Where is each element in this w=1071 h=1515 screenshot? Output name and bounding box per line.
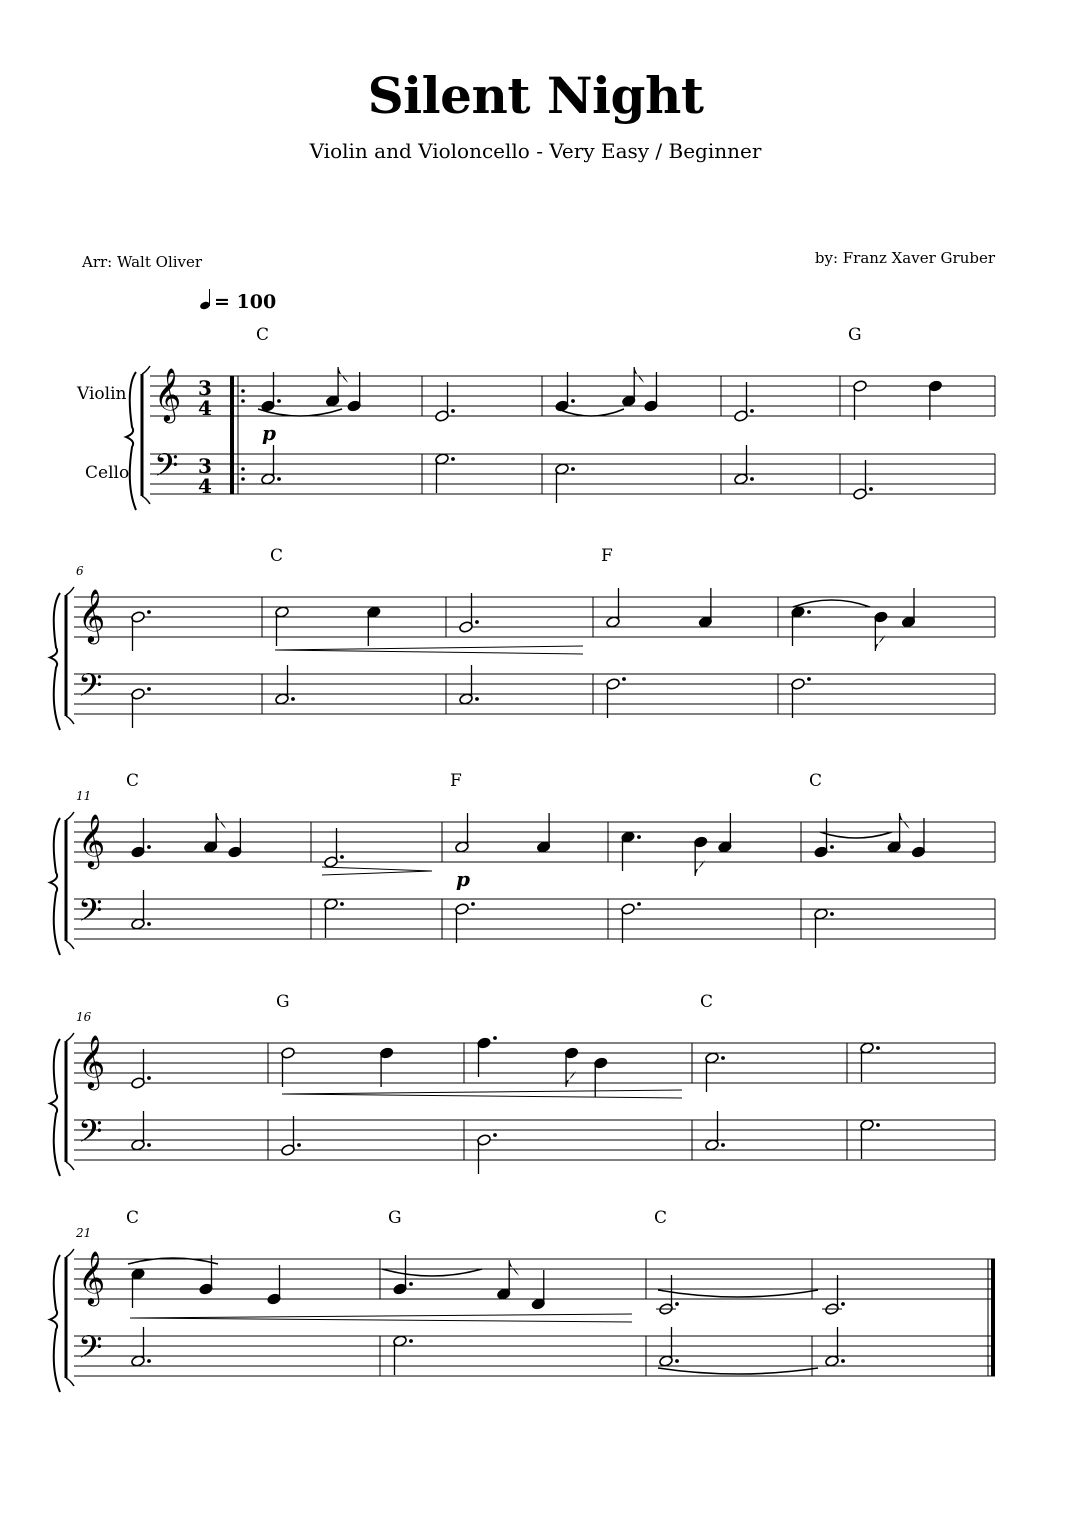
augmentation-dot	[841, 1359, 845, 1363]
bracket-bottom	[66, 716, 74, 724]
arranger-credit: Arr: Walt Oliver	[82, 253, 203, 271]
augmentation-dot	[147, 610, 151, 614]
treble-clef-icon: 𝄞	[78, 588, 106, 642]
repeat-dot	[241, 477, 245, 481]
composer-credit: by: Franz Xaver Gruber	[814, 249, 995, 267]
treble-clef-icon: 𝄞	[78, 1034, 106, 1088]
augmentation-dot	[876, 1123, 880, 1127]
eighth-flag	[338, 367, 348, 383]
time-signature-bottom: 4	[198, 396, 212, 420]
augmentation-dot	[147, 845, 151, 849]
staff-brace	[50, 1255, 60, 1392]
repeat-dot	[241, 399, 245, 403]
augmentation-dot	[475, 620, 479, 624]
augmentation-dot	[622, 677, 626, 681]
dynamic-marking: p	[456, 867, 470, 891]
crescendo-hairpin	[282, 1090, 682, 1094]
bracket-top	[142, 366, 150, 374]
bracket-top	[66, 1033, 74, 1041]
chord-symbol: G	[848, 325, 862, 345]
augmentation-dot	[291, 697, 295, 701]
augmentation-dot	[876, 1046, 880, 1050]
bracket-top	[66, 1249, 74, 1257]
slur	[820, 832, 892, 838]
repeat-dot	[241, 467, 245, 471]
augmentation-dot	[807, 677, 811, 681]
augmentation-dot	[147, 922, 151, 926]
measure-number: 6	[76, 564, 84, 578]
slur	[382, 1269, 482, 1276]
repeat-barline-thick	[230, 376, 234, 494]
measure-number: 11	[76, 789, 92, 803]
score-subtitle: Violin and Violoncello - Very Easy / Beginner	[309, 139, 762, 163]
augmentation-dot	[807, 610, 811, 614]
augmentation-dot	[675, 1359, 679, 1363]
staff-brace	[50, 593, 60, 730]
tempo-value: = 100	[214, 291, 277, 313]
time-signature-bottom: 4	[198, 474, 212, 498]
chord-symbol: C	[256, 325, 270, 345]
bass-clef-icon: 𝄢	[78, 667, 103, 711]
cello-label: Cello	[85, 463, 130, 483]
dynamic-marking: p	[262, 421, 276, 445]
augmentation-dot	[451, 409, 455, 413]
augmentation-dot	[475, 697, 479, 701]
chord-symbol: C	[654, 1208, 668, 1228]
augmentation-dot	[830, 845, 834, 849]
augmentation-dot	[297, 1143, 301, 1147]
diminuendo-hairpin	[322, 871, 432, 875]
augmentation-dot	[571, 467, 575, 471]
augmentation-dot	[451, 457, 455, 461]
eighth-flag	[634, 367, 644, 383]
measure-number: 21	[76, 1226, 92, 1240]
augmentation-dot	[571, 399, 575, 403]
score-title: Silent Night	[367, 66, 704, 125]
augmentation-dot	[830, 912, 834, 916]
time-signature-top: 3	[198, 454, 212, 478]
augmentation-dot	[637, 902, 641, 906]
bass-clef-icon: 𝄢	[154, 447, 179, 491]
tie	[658, 1368, 818, 1374]
augmentation-dot	[721, 1143, 725, 1147]
chord-symbol: C	[809, 771, 823, 791]
measure-number: 16	[76, 1010, 92, 1024]
bracket-bottom	[66, 1378, 74, 1386]
time-signature-top: 3	[198, 376, 212, 400]
chord-symbol: C	[700, 992, 714, 1012]
augmentation-dot	[147, 1143, 151, 1147]
eighth-flag	[216, 813, 226, 829]
bass-clef-icon: 𝄢	[78, 1329, 103, 1373]
chord-symbol: C	[126, 1208, 140, 1228]
slur	[793, 600, 870, 607]
bracket-top	[66, 812, 74, 820]
staff-brace	[126, 372, 136, 510]
eighth-flag	[900, 813, 910, 829]
augmentation-dot	[637, 835, 641, 839]
bass-clef-icon: 𝄢	[78, 1113, 103, 1157]
augmentation-dot	[750, 477, 754, 481]
augmentation-dot	[277, 477, 281, 481]
augmentation-dot	[277, 399, 281, 403]
chord-symbol: C	[270, 546, 284, 566]
final-barline-thick	[991, 1259, 995, 1376]
treble-clef-icon: 𝄞	[78, 1250, 106, 1304]
crescendo-hairpin	[130, 1314, 632, 1318]
augmentation-dot	[721, 1056, 725, 1060]
slur	[558, 409, 624, 416]
augmentation-dot	[471, 902, 475, 906]
augmentation-dot	[841, 1302, 845, 1306]
augmentation-dot	[147, 1076, 151, 1080]
tie	[658, 1290, 818, 1297]
staff-brace	[50, 1039, 60, 1176]
treble-clef-icon: 𝄞	[78, 813, 106, 867]
augmentation-dot	[493, 1036, 497, 1040]
augmentation-dot	[409, 1339, 413, 1343]
violin-label: Violin	[77, 384, 127, 404]
bracket-bottom	[66, 941, 74, 949]
chord-symbol: G	[388, 1208, 402, 1228]
chord-symbol: F	[601, 546, 613, 566]
augmentation-dot	[340, 902, 344, 906]
augmentation-dot	[409, 1282, 413, 1286]
staff-brace	[50, 818, 60, 955]
crescendo-hairpin	[282, 1094, 682, 1098]
bracket-top	[66, 587, 74, 595]
augmentation-dot	[147, 687, 151, 691]
augmentation-dot	[340, 855, 344, 859]
bracket-bottom	[142, 496, 150, 504]
repeat-dot	[241, 389, 245, 393]
crescendo-hairpin	[130, 1318, 632, 1322]
treble-clef-icon: 𝄞	[154, 367, 182, 421]
bass-clef-icon: 𝄢	[78, 892, 103, 936]
chord-symbol: C	[126, 771, 140, 791]
augmentation-dot	[493, 1133, 497, 1137]
crescendo-hairpin	[275, 650, 583, 654]
augmentation-dot	[675, 1302, 679, 1306]
diminuendo-hairpin	[322, 867, 432, 871]
chord-symbol: G	[276, 992, 290, 1012]
augmentation-dot	[750, 409, 754, 413]
crescendo-hairpin	[275, 646, 583, 650]
eighth-flag	[509, 1260, 519, 1276]
chord-symbol: F	[450, 771, 462, 791]
augmentation-dot	[147, 1359, 151, 1363]
bracket-bottom	[66, 1162, 74, 1170]
augmentation-dot	[869, 487, 873, 491]
